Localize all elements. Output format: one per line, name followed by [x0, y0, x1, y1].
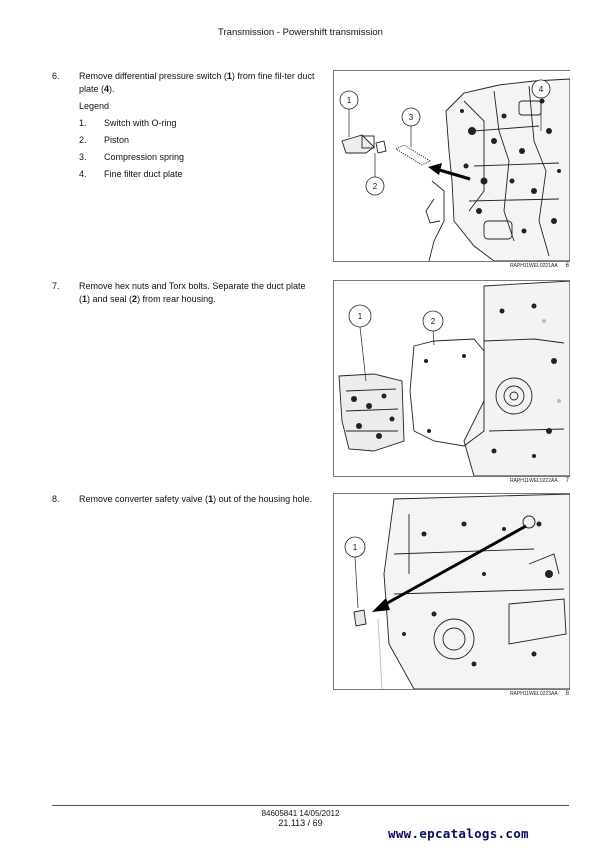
- step-instruction: Remove converter safety valve (1) out of the housing hole.: [79, 494, 313, 504]
- figure-7-illustration: [333, 280, 570, 477]
- step-instruction: Remove differential pressure switch (1) from fine fil-ter duct plate (4).: [79, 71, 315, 94]
- step-6: 6. Remove differential pressure switch (1) from fine fil-ter duct plate (4). Legend 1. Switch with O-ring 2. Piston 3. Compression spring 4. Fine filter duct plate: [52, 70, 317, 180]
- figure-8-caption: [333, 691, 569, 697]
- step-instruction: Remove hex nuts and Torx bolts. Separate the duct plate (1) and seal (2) from rear housing.: [79, 281, 306, 304]
- callout-1: 1: [352, 543, 358, 552]
- legend-title: Legend: [79, 101, 110, 111]
- figure-7-caption: [333, 478, 569, 484]
- callout-1: 1: [346, 96, 352, 105]
- callout-3: 3: [408, 113, 414, 122]
- figure-code: RAPH11WEL0221AA: [509, 263, 558, 269]
- page-number: 21.113 / 69: [278, 818, 323, 828]
- duct-plate-drawing: [334, 281, 570, 476]
- figure-8-illustration: [333, 493, 570, 690]
- transmission-drawing: [334, 71, 570, 261]
- callout-2: 2: [372, 182, 378, 191]
- figure-6-caption: [333, 263, 569, 269]
- document-reference: 84605841 14/05/2012: [261, 809, 340, 818]
- step-number: 6.: [52, 71, 60, 81]
- figure-6-illustration: [333, 70, 570, 262]
- callout-2: 2: [430, 317, 436, 326]
- figure-number: 6: [565, 263, 569, 269]
- callout-1: 1: [357, 312, 363, 321]
- step-7: [52, 280, 317, 310]
- figure-number: 7: [565, 478, 569, 484]
- safety-valve-drawing: [334, 494, 570, 689]
- footer-divider: [52, 805, 569, 806]
- figure-code: RAPH11WEL0222AA: [509, 478, 558, 484]
- step-8: [52, 493, 317, 523]
- figure-code: RAPH11WEL0223AA: [509, 691, 558, 697]
- page-header-title: Transmission - Powershift transmission: [218, 27, 383, 38]
- step-number: 7.: [52, 281, 60, 291]
- figure-number: 8: [565, 691, 569, 697]
- step-number: 8.: [52, 494, 60, 504]
- callout-4: 4: [538, 85, 544, 94]
- watermark: www.epcatalogs.com: [388, 826, 529, 841]
